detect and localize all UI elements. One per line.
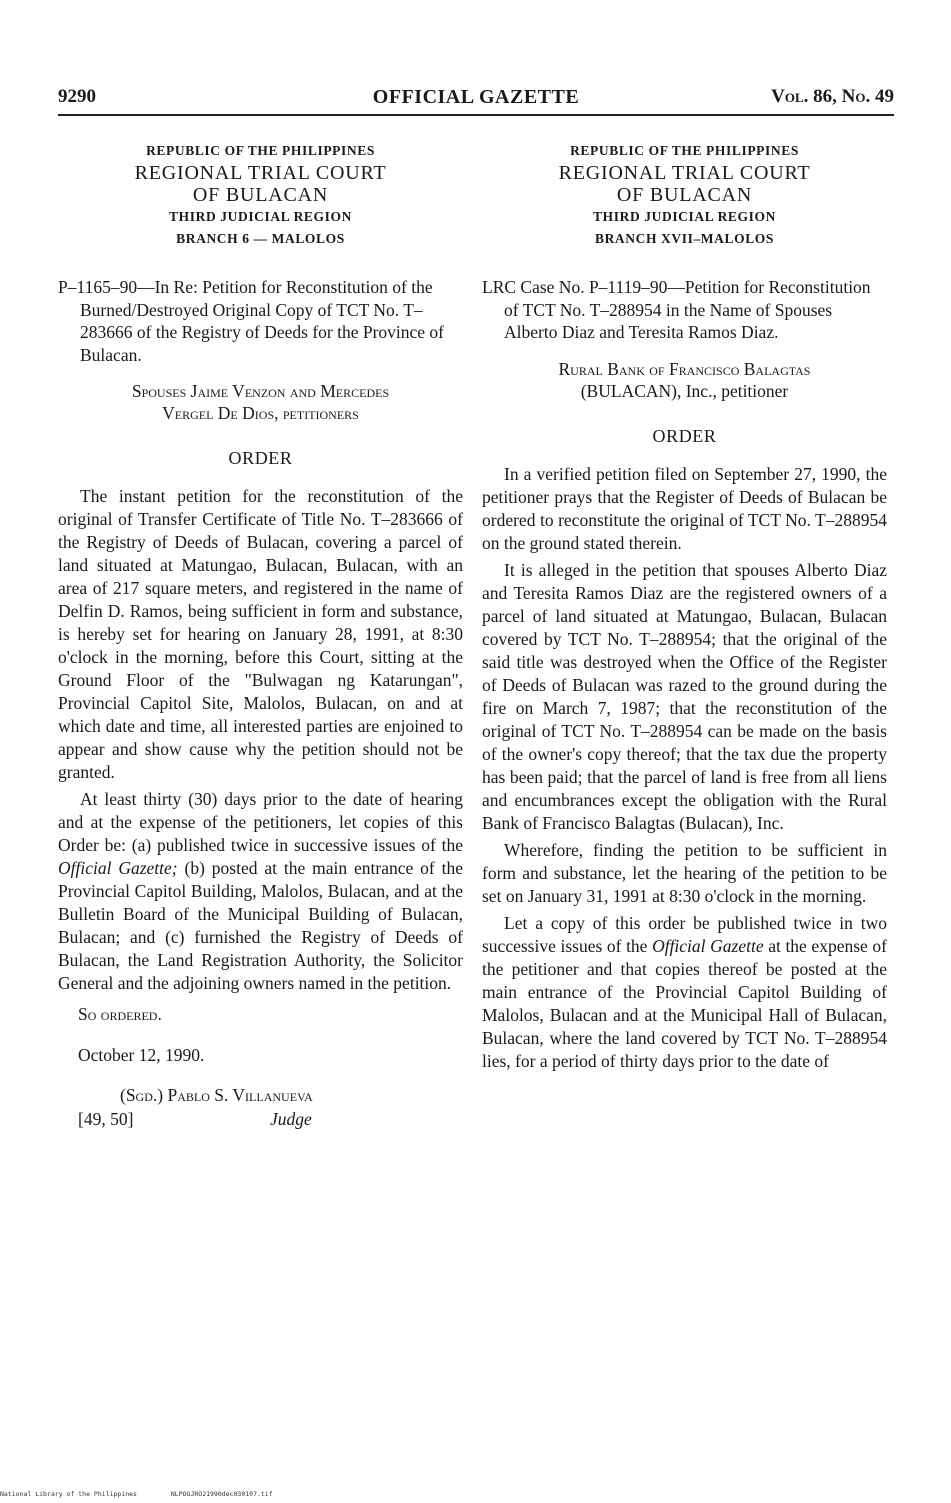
court-caption bbox=[482, 140, 887, 250]
so-ordered: So ordered. bbox=[78, 1004, 162, 1024]
parties-line-2-text: Vergel De Dios, petitioners bbox=[162, 403, 359, 423]
signatory-title: Judge bbox=[270, 1109, 312, 1129]
order-heading: ORDER bbox=[228, 448, 293, 468]
paragraph-text: Let a copy of this order be published twice in two successive issues of the bbox=[482, 912, 887, 956]
parties-line-2 bbox=[58, 402, 463, 424]
right-notice bbox=[482, 140, 887, 1077]
order-paragraph bbox=[58, 788, 463, 995]
parties-line-1: Rural Bank of Francisco Balagtas bbox=[558, 358, 811, 379]
signature: (Sgd.) Pablo S. Villanueva bbox=[120, 1085, 313, 1105]
case-title: LRC Case No. P–1119–90—Petition for Reconstitution of TCT No. T–288954 in the Name of Spouses Alberto Diaz and Teresita Ramos Diaz. bbox=[482, 277, 871, 342]
caption-republic: REPUBLIC OF THE PHILIPPINES bbox=[570, 143, 799, 158]
volume-number: Vol. 86, No. 49 bbox=[771, 86, 894, 107]
order-paragraph: Wherefore, finding the petition to be sufficient in form and substance, let the hearing of the petition to be set on January 31, 1991 at 8:30 o'clock in the morning. bbox=[482, 839, 887, 906]
order-heading: ORDER bbox=[652, 425, 717, 446]
gazette-name: Official Gazette bbox=[652, 935, 764, 956]
order-date: October 12, 1990. bbox=[78, 1045, 205, 1065]
parties bbox=[58, 380, 463, 424]
caption-province: OF BULACAN bbox=[192, 184, 329, 206]
order-paragraph bbox=[482, 912, 887, 1073]
scan-footer bbox=[0, 1490, 303, 1498]
order-paragraph: The instant petition for the reconstitution of the original of Transfer Certificate of Title No. T–283666 of the Registry of Deeds of Bulacan, covering a parcel of land situated at Matungao, Bulacan, Bulacan, with an area of 217 square meters, and registered in the name of Delfin D. Ramos, being sufficient in form and substance, is hereby set for hearing on January 28, 1991, at 8:30 o'clock in the morning, before this Court, sitting at the Ground Floor of the "Bulwagan ng Katarungan", Provincial Capitol Site, Malolos, Bulacan, on and at which date and time, all interested parties are enjoined to appear and show cause why the petition should not be granted. bbox=[58, 486, 463, 782]
caption-branch: BRANCH 6 — MALOLOS bbox=[176, 231, 345, 246]
caption-province: OF BULACAN bbox=[616, 184, 753, 206]
case-title: P–1165–90—In Re: Petition for Reconstitution of the Burned/Destroyed Original Copy of TCT No. T–283666 of the Registry of Deeds for the Province of Bulacan. bbox=[58, 277, 445, 365]
caption-court: REGIONAL TRIAL COURT bbox=[558, 162, 811, 184]
page-number: 9290 bbox=[58, 86, 96, 107]
publication-title: OFFICIAL GAZETTE bbox=[372, 86, 580, 108]
paragraph-text: At least thirty (30) days prior to the date of hearing and at the expense of the petitioners, let copies of this Order be: (a) published twice in successive issues of the bbox=[58, 789, 463, 855]
scan-filename: NLPOGJRO21990dec030107.tif bbox=[170, 1490, 273, 1498]
court-caption bbox=[58, 140, 463, 250]
left-notice bbox=[58, 140, 463, 1135]
caption-court: REGIONAL TRIAL COURT bbox=[134, 162, 387, 184]
library-credit: National Library of the Philippines bbox=[0, 1490, 137, 1498]
caption-branch: BRANCH XVII–MALOLOS bbox=[594, 231, 775, 246]
caption-region: THIRD JUDICIAL REGION bbox=[169, 209, 352, 224]
parties bbox=[482, 358, 887, 402]
order-paragraph: In a verified petition filed on September 27, 1990, the petitioner prays that the Register of Deeds of Bulacan be ordered to reconstitute the original of TCT No. T–288954 on the ground stated therein. bbox=[482, 463, 887, 553]
order-paragraph: It is alleged in the petition that spouses Alberto Diaz and Teresita Ramos Diaz are the registered owners of a parcel of land situated at Matungao, Bulacan, Bulacan covered by TCT No. T–288954; that the original of the said title was destroyed when the Office of the Register of Deeds of Bulacan was razed to the ground during the fire on March 7, 1987; that the reconstitution of the original of TCT No. T–288954 can be made on the basis of the owner's copy thereof; that the tax due the property has been paid; that the parcel of land is free from all liens and encumbrances except the obligation with the Rural Bank of Francisco Balagtas (Bulacan), Inc. bbox=[482, 559, 887, 833]
issue-reference: [49, 50] bbox=[78, 1109, 134, 1129]
page-header bbox=[58, 86, 894, 116]
caption-region: THIRD JUDICIAL REGION bbox=[593, 209, 776, 224]
gazette-name: Official Gazette; bbox=[58, 858, 178, 878]
parties-line-1: Spouses Jaime Venzon and Mercedes bbox=[131, 381, 390, 401]
paragraph-text: (b) posted at the main entrance of the Provincial Capitol Building, Malolos, Bulacan, and at the Bulletin Board of the Municipal Building of Bulacan, Bulacan; and (c) furnished the Registry of Deeds of Bulacan, the Land Registration Authority, the Solicitor General and the adjoining owners named in the petition. bbox=[58, 858, 463, 993]
caption-republic: REPUBLIC OF THE PHILIPPINES bbox=[146, 143, 375, 158]
paragraph-text: at the expense of the petitioner and that copies thereof be posted at the main entrance of the Provincial Capitol Building of Malolos, Bulacan and at the Municipal Hall of Bulacan, Bulacan, where the land covered by TCT No. T–288954 lies, for a period of thirty days prior to the date of bbox=[482, 935, 887, 1071]
signature-block bbox=[58, 1085, 463, 1135]
parties-line-2: (BULACAN), Inc., petitioner bbox=[580, 380, 789, 401]
